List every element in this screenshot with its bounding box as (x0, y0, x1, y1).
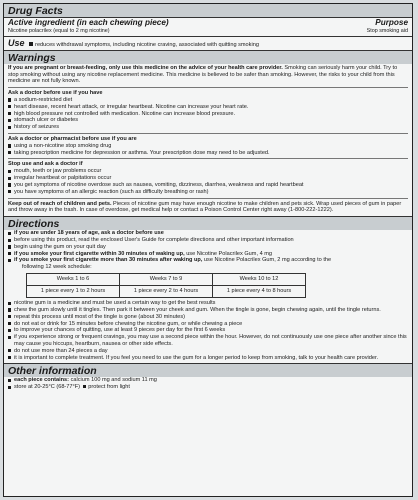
directions-heading: Directions (4, 216, 412, 230)
each-piece-text: calcium 100 mg and sodium 11 mg (69, 377, 157, 384)
first30-bold: if you smoke your first cigarette within 30 minutes of waking up, (14, 250, 185, 257)
ask-pharmacist-heading: Ask a doctor or pharmacist before use if you are (8, 136, 137, 142)
stop-use-list (8, 168, 408, 195)
list-item: nicotine gum is a medicine and must be used a certain way to get the best results (8, 300, 408, 307)
purpose-heading: Purpose (375, 18, 408, 28)
list-item: you get symptoms of nicotine overdose such as nausea, vomiting, dizziness, diarrhea, weakness and rapid heartbeat (8, 182, 408, 189)
bullet (29, 42, 33, 46)
other-info-section (4, 377, 412, 391)
list-item: using a non-nicotine stop smoking drug (8, 143, 408, 150)
first30-text: use Nicotine Polacrilex Gum, 4 mg (184, 250, 272, 257)
list-item: to improve your chances of quitting, use at least 9 pieces per day for the first 6 weeks (8, 327, 408, 334)
directions-section (4, 230, 412, 361)
list-item (8, 384, 408, 391)
keep-out-text: Pieces of nicotine gum may have enough nicotine to make children and pets sick. Wrap used pieces of gum in paper and throw away in the trash. In case of overdose, get medical help or contact a Poison Control Center right away (1-800-222-1222). (8, 200, 402, 214)
schedule-header: Weeks 7 to 9 (120, 274, 213, 286)
list-item: chew the gum slowly until it tingles. Then park it between your cheek and gum. When the tingle is gone, begin chewing again, until the tingle returns. (8, 307, 408, 314)
schedule-header: Weeks 10 to 12 (213, 274, 306, 286)
each-piece-bold: each piece contains: (14, 377, 70, 384)
schedule-header: Weeks 1 to 6 (27, 274, 120, 286)
keep-out-bold: Keep out of reach of children and pets. (8, 200, 112, 207)
list-item: do not use more than 24 pieces a day (8, 348, 408, 355)
store-text: store at 20-25°C (68-77°F) (14, 384, 81, 391)
more30-text: use Nicotine Polacrilex Gum, 2 mg according to the (202, 257, 332, 264)
list-item: history of seizures (8, 124, 408, 131)
pregnancy-warning-bold: If you are pregnant or breast-feeding, only use this medicine on the advice of your health care provider. (8, 64, 283, 71)
list-item: if you experience strong or frequent cravings, you may use a second piece within the hour. However, do not continuously use one piece after another since this may cause you hiccups, heartburn, nausea or other side effects. (8, 334, 408, 348)
list-item: irregular heartbeat or palpitations occur (8, 175, 408, 182)
list-item: heart disease, recent heart attack, or irregular heartbeat. Nicotine can increase your heart rate. (8, 104, 408, 111)
other-info-heading: Other information (4, 363, 412, 377)
list-item: taking prescription medicine for depression or asthma. Your prescription dose may need to be adjusted. (8, 150, 408, 157)
warnings-section (4, 65, 412, 214)
list-item: it is important to complete treatment. If you feel you need to use the gum for a longer period to keep from smoking, talk to your health care provider. (8, 355, 408, 362)
more30-bold: if you smoke your first cigarette more than 30 minutes after waking up, (14, 257, 203, 264)
ask-doctor-heading: Ask a doctor before use if you have (8, 90, 103, 97)
protect-text: protect from light (88, 384, 130, 391)
use-text: reduces withdrawal symptoms, including nicotine craving, associated with quitting smoking (35, 41, 259, 48)
ingredient-text: Nicotine polacrilex (equal to 2 mg nicotine) (8, 28, 110, 35)
list-item (8, 377, 408, 384)
use-heading: Use (8, 37, 25, 48)
list-item: mouth, teeth or jaw problems occur (8, 168, 408, 175)
ask-pharmacist-list (8, 143, 408, 157)
ask-doctor-list (8, 97, 408, 131)
drug-facts-panel (3, 3, 413, 497)
active-ingredient-heading: Active ingredient (in each chewing piece) (8, 18, 169, 28)
list-item: do not eat or drink for 15 minutes before chewing the nicotine gum, or while chewing a piece (8, 321, 408, 328)
schedule-cell: 1 piece every 1 to 2 hours (27, 286, 120, 298)
list-item (8, 251, 408, 258)
drug-facts-title: Drug Facts (4, 4, 412, 17)
pregnancy-warning-text: Smoking can seriously harm your child. Try to stop smoking without using any nicotine replacement medicine. This medicine is believed to be safer than smoking. However, the risks to your child from this medicine are not fully known. (8, 64, 398, 85)
list-item: high blood pressure not controlled with medication. Nicotine can increase blood pressure. (8, 111, 408, 118)
schedule-cell: 1 piece every 2 to 4 hours (120, 286, 213, 298)
use-section (4, 36, 412, 50)
schedule-cell: 1 piece every 4 to 8 hours (213, 286, 306, 298)
list-item: you have symptoms of an allergic reaction (such as difficulty breathing or rash) (8, 189, 408, 196)
list-item: stomach ulcer or diabetes (8, 117, 408, 124)
purpose-text: Stop smoking aid (366, 28, 408, 35)
list-item: a sodium-restricted diet (8, 97, 408, 104)
directions-list-b (8, 300, 408, 361)
active-ingredient-section (4, 17, 412, 35)
list-item: begin using the gum on your quit day (8, 244, 408, 251)
warnings-heading: Warnings (4, 50, 412, 64)
schedule-intro: following 12 week schedule: (22, 264, 92, 271)
list-item: repeat this process until most of the tingle is gone (about 30 minutes) (8, 314, 408, 321)
directions-list-a (8, 230, 408, 271)
stop-use-heading: Stop use and ask a doctor if (8, 161, 83, 168)
list-item (8, 257, 408, 264)
bullet (83, 385, 86, 388)
list-item: before using this product, read the enclosed User's Guide for complete directions and other important information (8, 237, 408, 244)
schedule-table (26, 273, 306, 298)
list-item: if you are under 18 years of age, ask a doctor before use (8, 230, 408, 237)
